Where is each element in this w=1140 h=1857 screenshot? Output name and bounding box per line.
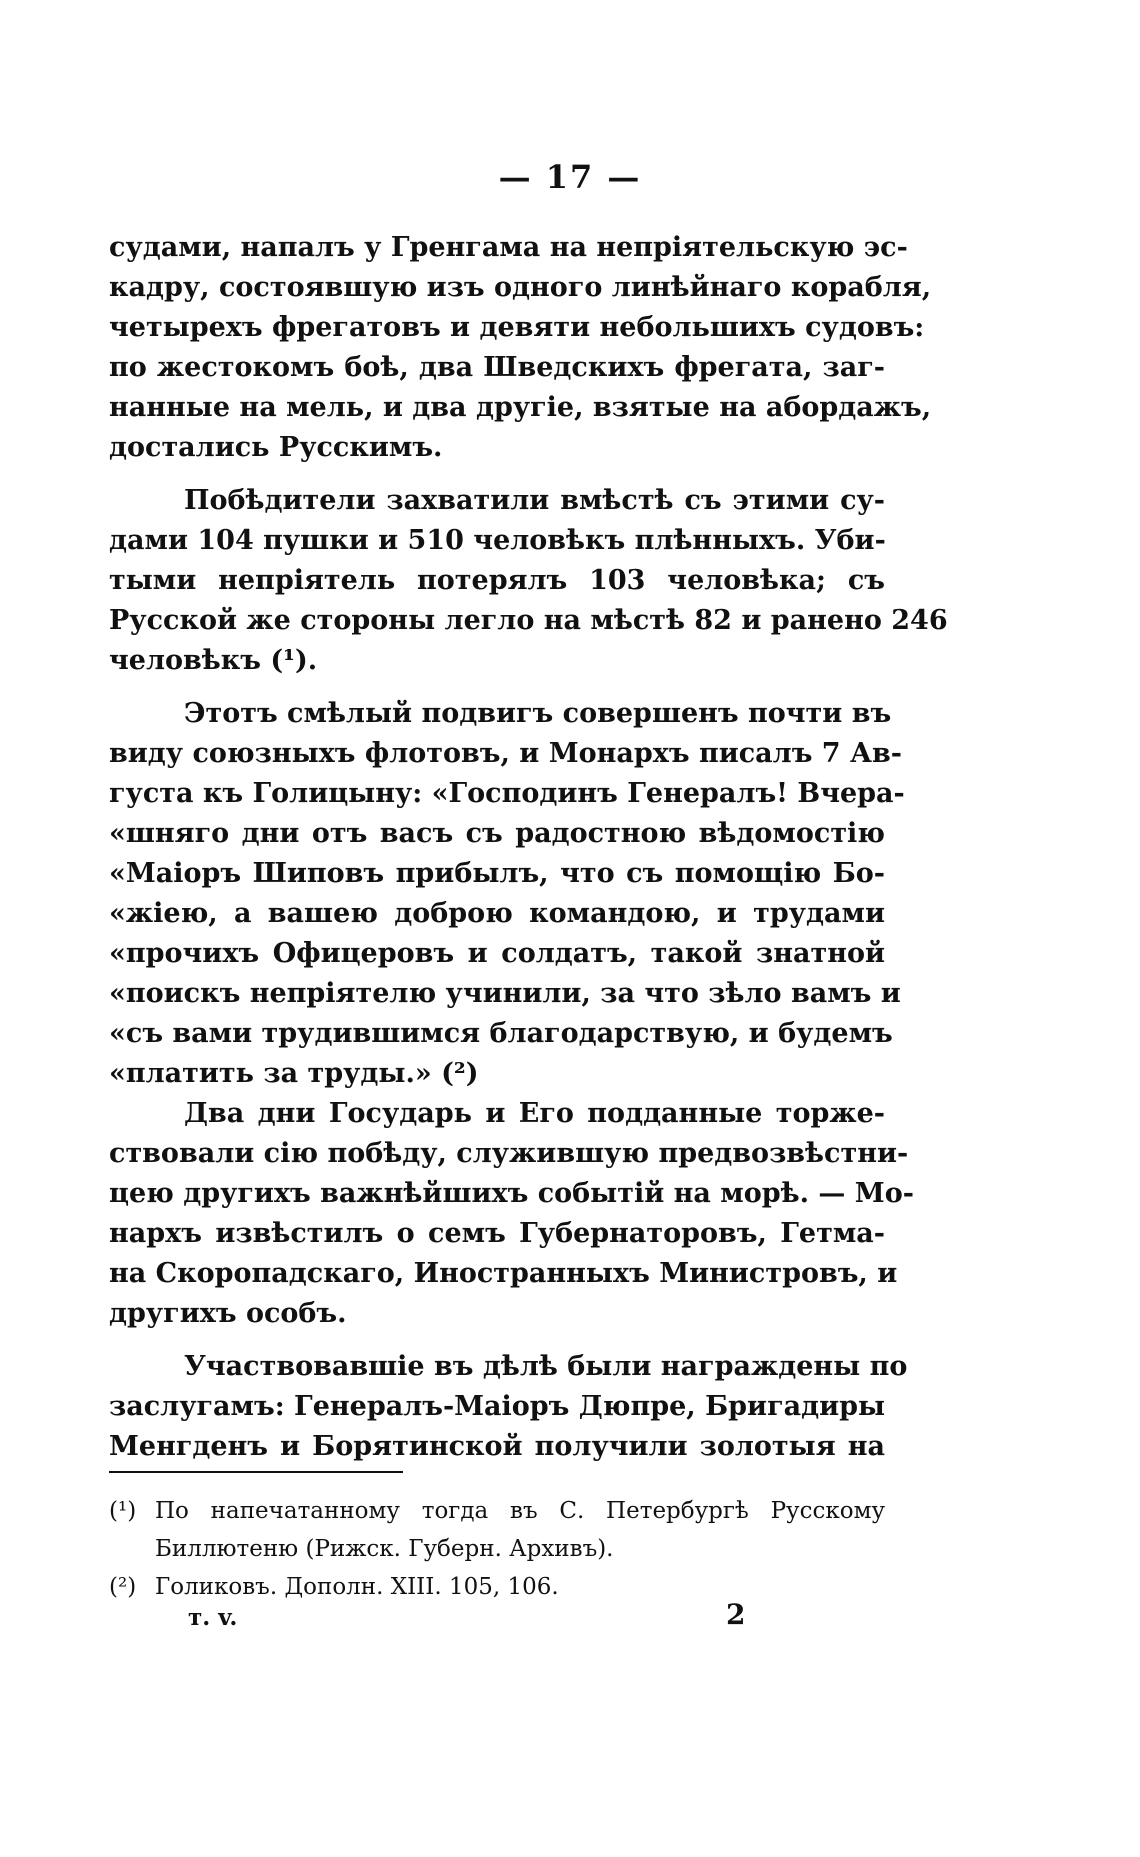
footnote-text: По напечатанному тогда въ С. Петербургѣ Русскому <box>155 1498 885 1524</box>
text-line: тыми непріятель потерялъ 103 человѣка; съ <box>109 565 885 596</box>
footnote-text: Голиковъ. Дополн. XIII. 105, 106. <box>155 1574 559 1600</box>
text-line: «жіею, а вашею доброю командою, и трудами <box>109 898 885 929</box>
text-line: человѣкъ (¹). <box>109 645 318 676</box>
text-line: кадру, состоявшую изъ одного линѣйнаго корабля, <box>109 272 932 303</box>
text-line: Русской же стороны легло на мѣстѣ 82 и ранено 246 <box>109 605 948 636</box>
footnote <box>109 1530 885 1568</box>
text-line: «платить за труды.» (²) <box>109 1058 479 1089</box>
footnote <box>109 1492 885 1530</box>
text-line: Побѣдители захватили вмѣстѣ съ этими су- <box>184 485 885 516</box>
footnote-marker: (¹) <box>109 1498 137 1524</box>
text-line: «съ вами трудившимся благодарствую, и будемъ <box>109 1018 893 1049</box>
footnote-text: Биллютеню (Рижск. Губерн. Архивъ). <box>155 1536 614 1562</box>
text-line: виду союзныхъ флотовъ, и Монархъ писалъ 7 Ав- <box>109 738 902 769</box>
footnote-divider <box>109 1471 403 1473</box>
text-line: Этотъ смѣлый подвигъ совершенъ почти въ <box>184 698 892 729</box>
text-line: густа къ Голицыну: «Господинъ Генералъ! Вчера- <box>109 778 905 809</box>
text-line: ствовали сію побѣду, служившую предвозвѣстни- <box>109 1138 909 1169</box>
text-line: нархъ извѣстилъ о семъ Губернаторовъ, Гетма- <box>109 1218 885 1249</box>
text-line: достались Русскимъ. <box>109 432 443 463</box>
text-line: цею другихъ важнѣйшихъ событій на морѣ. — Мо- <box>109 1178 914 1209</box>
footnotes <box>109 1492 885 1606</box>
text-line: на Скоропадскаго, Иностранныхъ Министровъ, и <box>109 1258 898 1289</box>
footnote-marker: (²) <box>109 1574 137 1600</box>
main-text <box>109 228 948 1467</box>
page-number: — 17 — <box>498 158 642 196</box>
text-line: «Маіоръ Шиповъ прибылъ, что съ помощію Бо- <box>109 858 885 889</box>
volume-signature: т. v. <box>188 1604 238 1631</box>
text-line: судами, напалъ у Гренгама на непріятельскую эс- <box>109 232 908 263</box>
footnote <box>109 1568 885 1606</box>
text-line: другихъ особъ. <box>109 1298 347 1329</box>
text-line: по жестокомъ боѣ, два Шведскихъ фрегата, заг- <box>109 352 885 383</box>
text-line: Менгденъ и Борятинской получили золотыя на <box>109 1431 885 1462</box>
text-line: Два дни Государь и Его подданные торже- <box>184 1098 885 1129</box>
text-line: «поискъ непріятелю учинили, за что зѣло вамъ и <box>109 978 901 1009</box>
text-line: заслугамъ: Генералъ-Маіоръ Дюпре, Бригадиры <box>109 1391 886 1422</box>
text-line: дами 104 пушки и 510 человѣкъ плѣнныхъ. Уби- <box>109 525 886 556</box>
text-line: четырехъ фрегатовъ и девяти небольшихъ судовъ: <box>109 312 925 343</box>
text-line: «прочихъ Офицеровъ и солдатъ, такой знатной <box>109 938 885 969</box>
text-line: Участвовавшіе въ дѣлѣ были награждены по <box>184 1351 908 1382</box>
sheet-number: 2 <box>726 1598 746 1631</box>
text-line: «шняго дни отъ васъ съ радостною вѣдомостію <box>109 818 885 849</box>
text-line: нанные на мель, и два другіе, взятые на абордажъ, <box>109 392 932 423</box>
